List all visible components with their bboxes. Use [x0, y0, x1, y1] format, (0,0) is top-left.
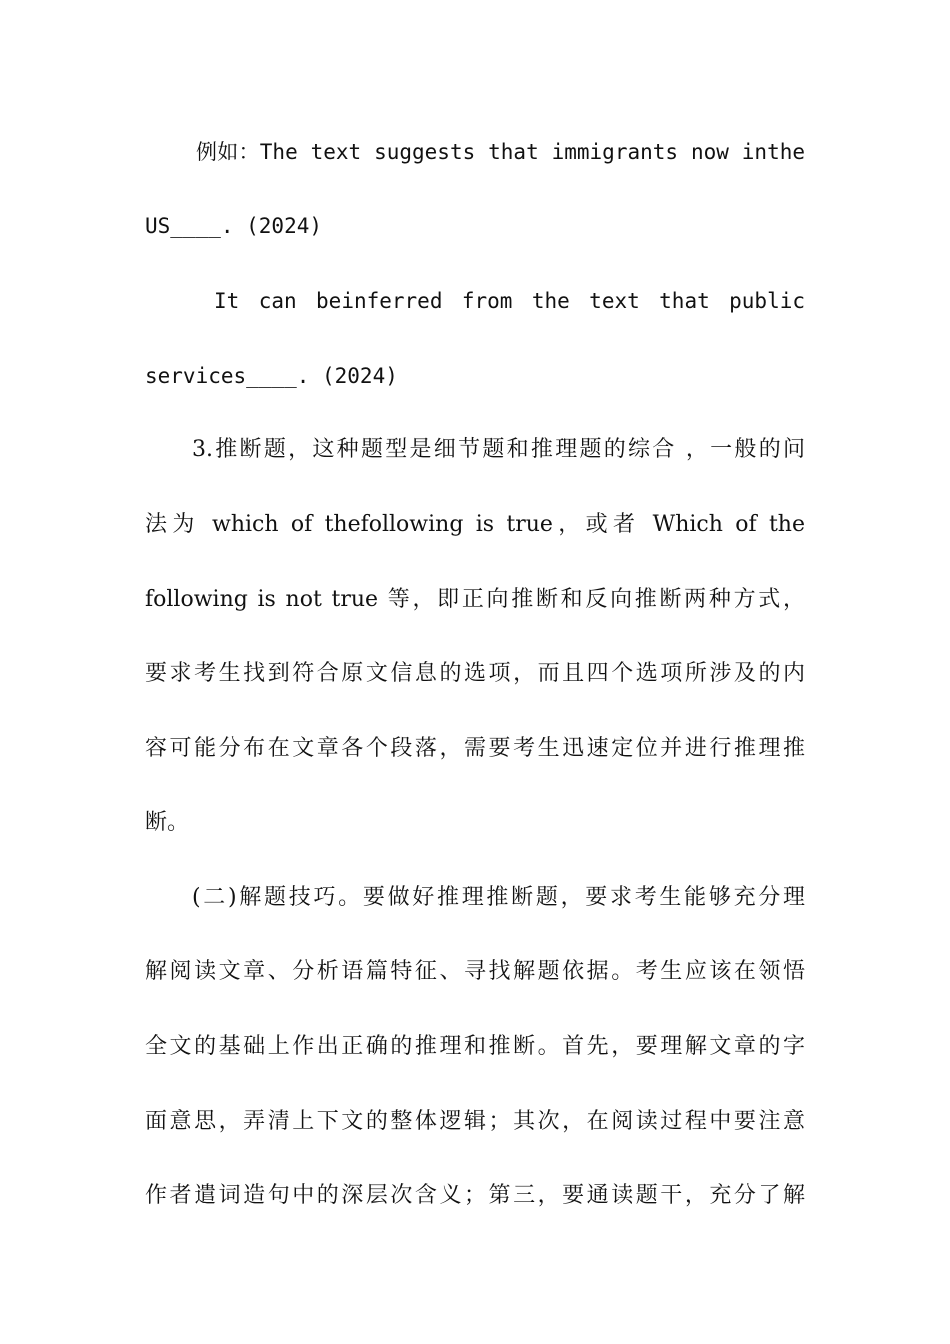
inference-question-paragraph-line-4: 要求考生找到符合原文信息的选项，而且四个选项所涉及的内	[145, 661, 805, 686]
example-question-2: It can beinferred from the text that public	[214, 289, 805, 313]
inference-question-paragraph-line-6: 断。	[145, 810, 190, 835]
example-question-2-continued: services____. (2024)	[145, 364, 398, 388]
inference-question-paragraph-line-5: 容可能分布在文章各个段落，需要考生迅速定位并进行推理推	[145, 736, 805, 761]
inference-question-paragraph-line-2: 法为 which of thefollowing is true，或者 Which of the	[145, 512, 805, 537]
solving-tips-paragraph-line-3: 全文的基础上作出正确的推理和推断。首先，要理解文章的字	[145, 1034, 805, 1059]
solving-tips-paragraph-line-2: 解阅读文章、分析语篇特征、寻找解题依据。考生应该在领悟	[145, 959, 805, 984]
example-question-1-continued: US____. (2024)	[145, 214, 323, 238]
inference-question-paragraph-line-1: 3.推断题，这种题型是细节题和推理题的综合 ，一般的问	[192, 437, 805, 462]
solving-tips-paragraph-line-4: 面意思，弄清上下文的整体逻辑；其次，在阅读过程中要注意	[145, 1109, 805, 1134]
inference-question-paragraph-line-3: following is not true 等，即正向推断和反向推断两种方式，	[145, 587, 805, 612]
solving-tips-paragraph-line-1: (二)解题技巧。要做好推理推断题，要求考生能够充分理	[192, 885, 805, 910]
solving-tips-paragraph-line-5: 作者遣词造句中的深层次含义；第三，要通读题干，充分了解	[145, 1183, 805, 1208]
example-question-1: 例如：The text suggests that immigrants now inthe	[196, 140, 805, 164]
